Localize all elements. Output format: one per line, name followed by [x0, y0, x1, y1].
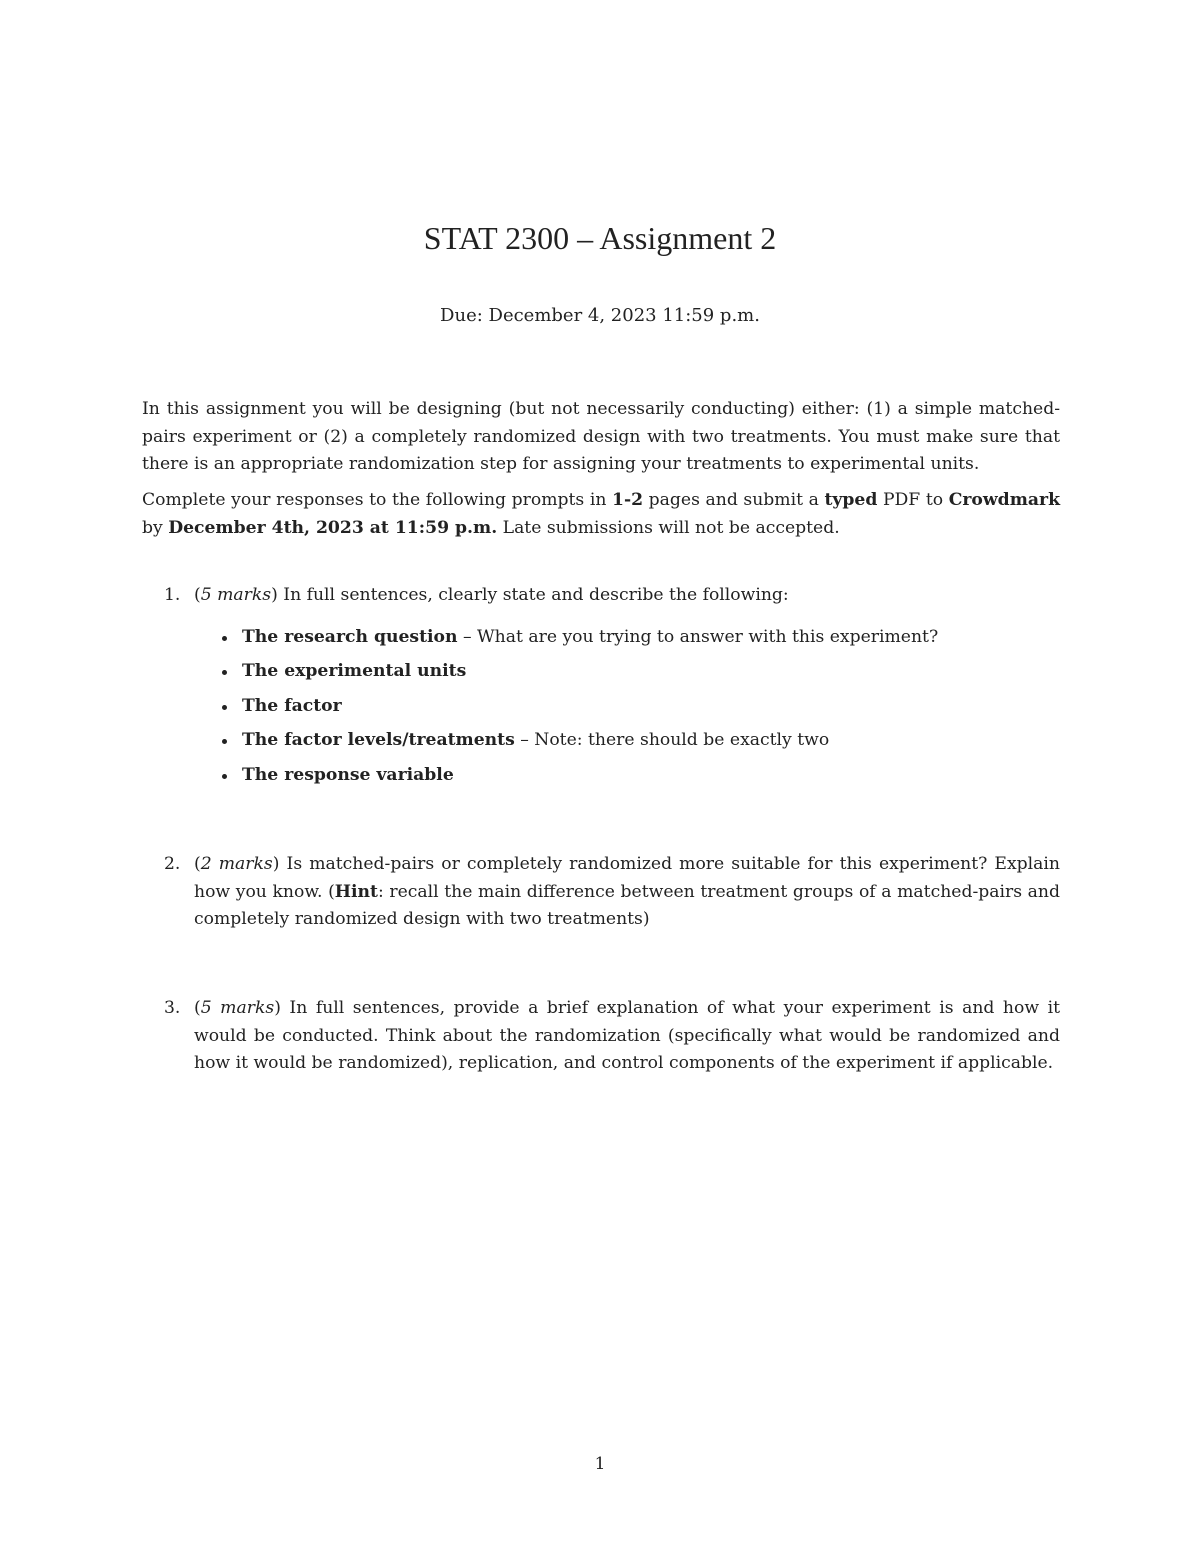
marks-open: (	[194, 585, 201, 605]
list-item	[194, 727, 1060, 755]
marks-open: (	[194, 854, 201, 874]
question-text: In full sentences, provide a brief explanation of what your experiment is and how it would be conducted. Think about the randomization (specifically what would be randomized and how it would be randomized), replication, and control components of the experiment if applicable.	[194, 998, 1060, 1073]
list-item-term: The factor levels/treatments	[242, 730, 515, 750]
question-body	[194, 582, 1060, 789]
question-number: 1.	[164, 585, 181, 605]
intro-paragraph: In this assignment you will be designing (but not necessarily conducting) either: (1) a simple matched-pairs experiment or (2) a completely randomized design with two treatments. You must make sure that there is an appropriate randomization step for assigning your treatments to experimental units.	[142, 399, 1060, 474]
list-item-term: The response variable	[242, 764, 454, 785]
due-date: Due: December 4, 2023 11:59 p.m.	[440, 305, 760, 326]
question-2	[142, 851, 1060, 934]
question-number: 2.	[164, 854, 181, 874]
instructions-text: Complete your responses to the following prompts in	[142, 490, 612, 510]
instructions-text: PDF to	[877, 490, 949, 510]
question-body	[194, 995, 1060, 1078]
instructions-page-count: 1-2	[612, 490, 644, 510]
marks-close: )	[274, 998, 281, 1018]
instructions-text: Late submissions will not be accepted.	[497, 517, 840, 538]
question-text: Is matched-pairs or completely randomized more suitable for this experiment? Explain how you know. (	[194, 854, 1060, 902]
question-marks: 5 marks	[200, 585, 272, 605]
marks-close: )	[272, 854, 280, 874]
hint-text: : recall the main difference between treatment groups of a matched-pairs and completely randomized design with two treatments)	[194, 881, 1060, 929]
bullet-icon	[222, 670, 227, 675]
question-3	[142, 995, 1060, 1078]
question-marks: 5 marks	[200, 998, 275, 1018]
page-number: 1	[594, 1454, 606, 1474]
list-item	[194, 762, 1060, 790]
marks-close: )	[271, 585, 278, 605]
requirements-list	[194, 624, 1060, 790]
bullet-icon	[222, 774, 227, 779]
question-1	[142, 582, 1060, 796]
instructions-crowdmark: Crowdmark	[948, 490, 1060, 510]
hint-label: Hint	[334, 881, 378, 902]
bullet-icon	[222, 705, 227, 710]
instructions-text: by	[142, 517, 169, 538]
bullet-icon	[222, 739, 227, 744]
question-body	[194, 851, 1060, 934]
bullet-icon	[222, 636, 227, 641]
question-marks: 2 marks	[200, 854, 273, 874]
list-item-term: The research question	[242, 626, 458, 647]
instructions-typed: typed	[824, 490, 878, 510]
list-item-detail: – What are you trying to answer with this experiment?	[457, 626, 939, 647]
question-text: In full sentences, clearly state and describe the following:	[277, 585, 789, 605]
instructions-paragraph	[142, 487, 1060, 542]
document-title: STAT 2300 – Assignment 2	[423, 220, 777, 256]
instructions-deadline: December 4th, 2023 at 11:59 p.m.	[168, 517, 498, 538]
list-item-detail: – Note: there should be exactly two	[514, 730, 830, 750]
list-item	[194, 658, 1060, 686]
marks-open: (	[194, 998, 201, 1018]
question-number: 3.	[164, 998, 181, 1018]
list-item	[194, 693, 1060, 721]
list-item-term: The experimental units	[242, 661, 467, 681]
list-item	[194, 624, 1060, 652]
list-item-term: The factor	[242, 695, 342, 716]
instructions-text: pages and submit a	[643, 490, 825, 510]
